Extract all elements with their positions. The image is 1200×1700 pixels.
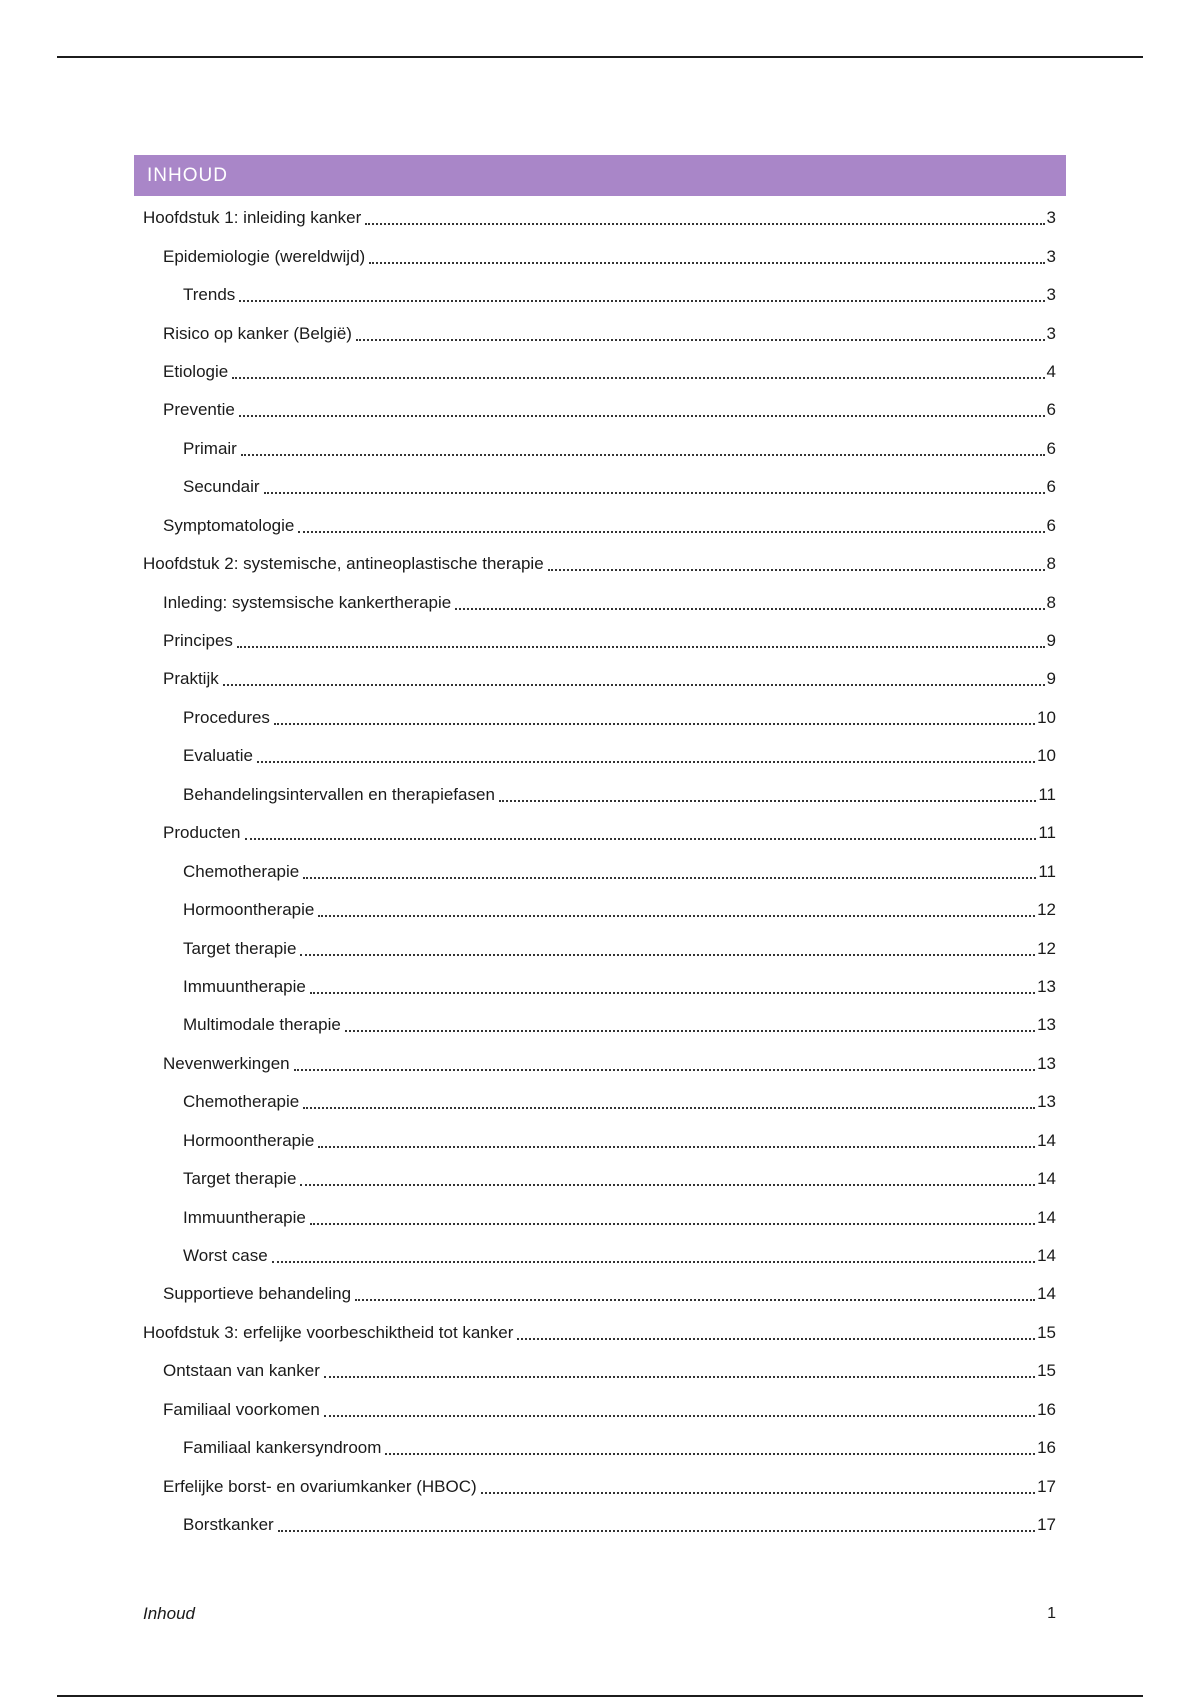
toc-entry-page: 12: [1037, 938, 1056, 958]
toc-dot-leader: [239, 415, 1045, 417]
toc-entry-page: 17: [1037, 1515, 1056, 1535]
toc-entry-page: 13: [1037, 1015, 1056, 1035]
toc-entry-page: 6: [1046, 400, 1056, 420]
toc-entry[interactable]: [143, 1391, 1056, 1429]
toc-entry-page: 17: [1037, 1476, 1056, 1496]
toc-entry-title: Multimodale therapie: [183, 1015, 341, 1035]
toc-entry-title: Symptomatologie: [163, 515, 295, 535]
toc-entry-title: Borstkanker: [183, 1515, 274, 1535]
toc-entry-title: Ontstaan van kanker: [163, 1361, 320, 1381]
toc-entry-page: 12: [1037, 900, 1056, 920]
toc-dot-leader: [241, 454, 1045, 456]
toc-entry[interactable]: [143, 1506, 1056, 1544]
toc-entry-title: Hormoontherapie: [183, 1130, 315, 1150]
toc-dot-leader: [310, 992, 1035, 994]
toc-entry-page: 14: [1037, 1284, 1056, 1304]
toc-dot-leader: [318, 1146, 1035, 1148]
toc-entry[interactable]: [143, 737, 1056, 775]
toc-entry-page: 14: [1037, 1169, 1056, 1189]
toc-entry-page: 4: [1046, 361, 1056, 381]
toc-entry-title: Behandelingsintervallen en therapiefasen: [183, 784, 495, 804]
toc-entry-page: 16: [1037, 1438, 1056, 1458]
toc-entry-page: 8: [1046, 592, 1056, 612]
toc-entry-title: Inleding: systemsische kankertherapie: [163, 592, 452, 612]
toc-entry[interactable]: [143, 1429, 1056, 1467]
toc-entry[interactable]: [143, 1314, 1056, 1352]
toc-entry[interactable]: [143, 699, 1056, 737]
toc-entry-title: Evaluatie: [183, 746, 253, 766]
toc-entry[interactable]: [143, 1006, 1056, 1044]
toc-entry-page: 16: [1037, 1399, 1056, 1419]
toc-entry-page: 9: [1046, 669, 1056, 689]
toc-entry-title: Hoofdstuk 1: inleiding kanker: [143, 208, 362, 228]
toc-entry-page: 3: [1046, 323, 1056, 343]
toc-entry[interactable]: [143, 1122, 1056, 1160]
toc-entry-title: Principes: [163, 631, 233, 651]
footer-page-number: 1: [1047, 1605, 1056, 1622]
toc-entry-page: 15: [1037, 1322, 1056, 1342]
toc-dot-leader: [356, 339, 1045, 341]
toc-entry-title: Target therapie: [183, 1169, 297, 1189]
toc-dot-leader: [365, 223, 1044, 225]
toc-entry-page: 6: [1046, 515, 1056, 535]
toc-entry[interactable]: [143, 583, 1056, 621]
toc-entry-title: Familiaal kankersyndroom: [183, 1438, 382, 1458]
toc-entry[interactable]: [143, 852, 1056, 890]
toc-entry-title: Risico op kanker (België): [163, 323, 352, 343]
toc-dot-leader: [517, 1338, 1035, 1340]
toc-entry-title: Trends: [183, 285, 236, 305]
toc-entry-page: 10: [1037, 746, 1056, 766]
toc-entry[interactable]: [143, 314, 1056, 352]
toc-dot-leader: [385, 1453, 1035, 1455]
toc-entry-title: Preventie: [163, 400, 235, 420]
toc-entry-title: Erfelijke borst- en ovariumkanker (HBOC): [163, 1476, 477, 1496]
toc-entry-title: Hoofdstuk 2: systemische, antineoplastische therapie: [143, 554, 544, 574]
toc-entry-page: 13: [1037, 976, 1056, 996]
toc-entry[interactable]: [143, 968, 1056, 1006]
toc-entry-title: Primair: [183, 438, 237, 458]
toc-entry-title: Praktijk: [163, 669, 219, 689]
toc-entry-page: 11: [1038, 823, 1056, 843]
toc-entry[interactable]: [143, 430, 1056, 468]
toc-entry-page: 10: [1037, 707, 1056, 727]
toc-entry[interactable]: [143, 891, 1056, 929]
toc-entry[interactable]: [143, 1160, 1056, 1198]
toc-dot-leader: [345, 1030, 1035, 1032]
toc-entry[interactable]: [143, 660, 1056, 698]
toc-entry-title: Immuuntherapie: [183, 976, 306, 996]
toc-entry[interactable]: [143, 545, 1056, 583]
toc-entry-title: Secundair: [183, 477, 260, 497]
toc-dot-leader: [318, 915, 1035, 917]
toc-entry-page: 3: [1046, 246, 1056, 266]
toc-dot-leader: [298, 531, 1044, 533]
toc-entry-page: 14: [1037, 1130, 1056, 1150]
toc-dot-leader: [455, 608, 1044, 610]
toc-entry[interactable]: [143, 507, 1056, 545]
toc-dot-leader: [278, 1530, 1035, 1532]
toc-entry-title: Producten: [163, 823, 241, 843]
toc-dot-leader: [300, 1184, 1035, 1186]
toc-heading-bar: [134, 155, 1066, 196]
toc-entry[interactable]: [143, 237, 1056, 275]
toc-entry-page: 13: [1037, 1092, 1056, 1112]
toc-entry[interactable]: [143, 468, 1056, 506]
toc-entry[interactable]: [143, 622, 1056, 660]
toc-dot-leader: [324, 1415, 1035, 1417]
toc-dot-leader: [303, 877, 1036, 879]
toc-dot-leader: [294, 1069, 1035, 1071]
toc-entry-page: 8: [1046, 554, 1056, 574]
toc-heading: INHOUD: [147, 164, 228, 186]
toc-entry-page: 11: [1038, 861, 1056, 881]
toc-entry-title: Etiologie: [163, 361, 229, 381]
toc-dot-leader: [239, 300, 1044, 302]
toc-entry-title: Hoofdstuk 3: erfelijke voorbeschiktheid tot kanker: [143, 1322, 514, 1342]
toc-entry[interactable]: [143, 1237, 1056, 1275]
toc-dot-leader: [272, 1261, 1035, 1263]
toc-entry-title: Worst case: [183, 1246, 268, 1266]
toc-entry-page: 14: [1037, 1246, 1056, 1266]
toc-entry-title: Epidemiologie (wereldwijd): [163, 246, 366, 266]
toc-dot-leader: [303, 1107, 1035, 1109]
table-of-contents: [143, 199, 1056, 1544]
toc-entry[interactable]: [143, 1467, 1056, 1505]
toc-entry-page: 3: [1046, 208, 1056, 228]
toc-entry-title: Immuuntherapie: [183, 1207, 306, 1227]
toc-dot-leader: [300, 954, 1035, 956]
toc-entry[interactable]: [143, 1352, 1056, 1390]
toc-dot-leader: [324, 1376, 1035, 1378]
toc-entry[interactable]: [143, 1275, 1056, 1313]
toc-entry-page: 11: [1038, 784, 1056, 804]
toc-entry-title: Procedures: [183, 707, 270, 727]
toc-dot-leader: [237, 646, 1045, 648]
toc-entry-title: Chemotherapie: [183, 861, 300, 881]
toc-dot-leader: [274, 723, 1035, 725]
toc-entry-page: 15: [1037, 1361, 1056, 1381]
toc-entry-title: Chemotherapie: [183, 1092, 300, 1112]
toc-entry[interactable]: [143, 1198, 1056, 1236]
toc-entry-page: 13: [1037, 1053, 1056, 1073]
toc-entry-page: 14: [1037, 1207, 1056, 1227]
top-rule: [57, 56, 1143, 58]
toc-entry[interactable]: [143, 276, 1056, 314]
toc-entry[interactable]: [143, 1045, 1056, 1083]
toc-entry[interactable]: [143, 776, 1056, 814]
toc-dot-leader: [223, 684, 1045, 686]
toc-dot-leader: [499, 800, 1036, 802]
toc-dot-leader: [369, 262, 1044, 264]
toc-entry[interactable]: [143, 929, 1056, 967]
toc-entry-title: Supportieve behandeling: [163, 1284, 352, 1304]
toc-entry-title: Nevenwerkingen: [163, 1053, 290, 1073]
toc-dot-leader: [245, 838, 1037, 840]
toc-entry[interactable]: [143, 199, 1056, 237]
footer-section-label: Inhoud: [143, 1604, 195, 1623]
toc-entry-title: Familiaal voorkomen: [163, 1399, 320, 1419]
toc-entry[interactable]: [143, 814, 1056, 852]
toc-entry-title: Target therapie: [183, 938, 297, 958]
toc-entry-page: 6: [1046, 477, 1056, 497]
toc-entry-page: 3: [1046, 285, 1056, 305]
toc-dot-leader: [355, 1299, 1035, 1301]
toc-dot-leader: [232, 377, 1044, 379]
toc-dot-leader: [310, 1223, 1035, 1225]
toc-dot-leader: [257, 761, 1035, 763]
toc-dot-leader: [264, 492, 1045, 494]
toc-entry[interactable]: [143, 391, 1056, 429]
bottom-rule: [57, 1695, 1143, 1697]
toc-entry-page: 6: [1046, 438, 1056, 458]
toc-entry[interactable]: [143, 353, 1056, 391]
toc-dot-leader: [548, 569, 1045, 571]
toc-entry-title: Hormoontherapie: [183, 900, 315, 920]
toc-dot-leader: [481, 1492, 1035, 1494]
toc-entry-page: 9: [1046, 631, 1056, 651]
toc-entry[interactable]: [143, 1083, 1056, 1121]
